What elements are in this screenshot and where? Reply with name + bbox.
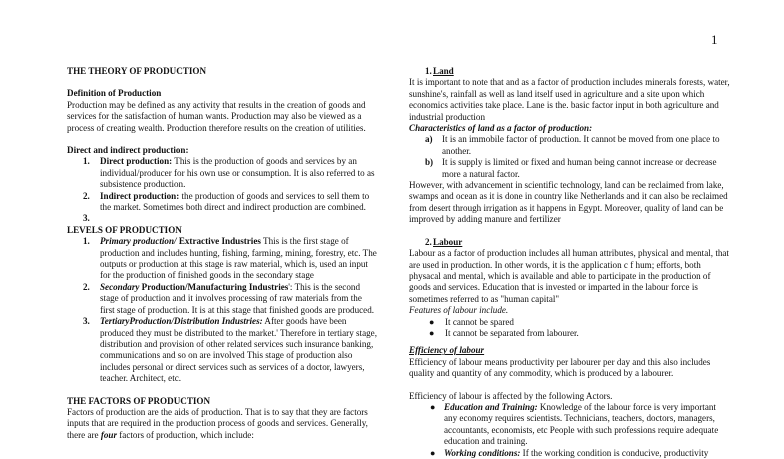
list-item: 1. Direct production: This is the production of goods and services by an individual/producer for his own use or consumption. It is also referred to as subsistence production. xyxy=(83,156,375,190)
labour-features-heading: Features of labour include. xyxy=(409,305,509,316)
list-item: 2. Indirect production: the production of goods and services to sell them to the market. Sometimes both direct and indirect production are combined. xyxy=(83,190,370,213)
list-item: 2. Secondary Production/Manufacturing Industries': This is the second stage of production and it involves processing of raw materials from the first stage of production. It is at this stage that finished goods are produced. xyxy=(83,281,375,315)
direct-indirect-heading: Direct and indirect production: xyxy=(67,145,189,156)
list-item: ● Working conditions: If the working condition is conducive, productivity xyxy=(430,447,709,458)
land-heading: 1. Land xyxy=(425,66,454,76)
labour-heading: 2. Labour xyxy=(425,236,463,247)
list-item: ● It cannot be spared xyxy=(429,316,514,327)
efficiency-affected-text: Efficiency of labour is affected by the following Actors. xyxy=(409,390,613,401)
efficiency-heading: Efficiency of labour xyxy=(409,345,485,356)
right-column xyxy=(409,66,731,459)
list-item: 1. Primary production/ Extractive Industries This is the first stage of production and includes hunting, fishing, farming, mining, forestry, etc. The outputs or production at this stage is raw material, which is, used an input for the production of finished goods in the secondary stage xyxy=(83,236,377,281)
list-item: 3. xyxy=(83,213,90,224)
labour-text: Labour as a factor of production includes all human attributes, physical and mental, that are used in production. In other words, it is the application c f hum; efforts, both physacal and mental, which is available and able to participate in the production of goods and services. Education that is invested or imparted in the labour force is sometimes referred to as "human capital" xyxy=(409,248,729,304)
land-characteristics-heading: Characteristics of land as a factor of production: xyxy=(409,123,593,134)
list-item: a) It is an immobile factor of production. It cannot be moved from one place to another. xyxy=(425,134,720,156)
page-number: 1 xyxy=(711,32,718,47)
list-item: ● Education and Training: Knowledge of the labour force is very important any economy requires scientists. Technicians, teachers, doctors, managers, accountants, economists, etc People with such professions require adequate education and training. xyxy=(430,401,719,447)
levels-heading: LEVELS OF PRODUCTION xyxy=(67,224,182,235)
left-column xyxy=(67,66,377,441)
factors-text: Factors of production are the aids of production. That is to say that they are factors inputs that are required in the production process of goods and services. Generally, there are four factors of production, which include: xyxy=(67,406,368,440)
list-item: b) It is supply is limited or fixed and human being cannot increase or decrease more a natural factor. xyxy=(425,157,717,179)
list-item: ● It cannot be separated from labourer. xyxy=(429,327,579,338)
list-item: 3. TertiaryProduction/Distribution Industries: After goods have been produced they must be distributed to the market.' Therefore in tertiary stage, distribution and provision of other related services such insurance banking, communications and so on are involved This stage of production also includes personal or direct services such as services of a doctor, lawyers, teacher. Architect, etc. xyxy=(83,316,377,384)
factors-heading: THE FACTORS OF PRODUCTION xyxy=(67,395,211,406)
land-text: It is important to note that and as a factor of production includes minerals forests, water, sunshine's, rainfall as well as land itself used in agriculture and a site upon which economics activities take place. Lane is the. basic factor input in both agriculture and industrial production xyxy=(409,77,730,122)
definition-text: Production may be defined as any activity that results in the creation of goods and services for the satisfaction of human wants. Production may also be viewed as a process of creating wealth. Production therefore results on the creation of utilities. xyxy=(67,99,366,133)
definition-heading: Definition of Production xyxy=(67,88,162,99)
doc-title: THE THEORY OF PRODUCTION xyxy=(67,66,207,76)
efficiency-text: Efficiency of labour means productivity per labourer per day and this also includes quality and quantity of any commodity, which is produced by a labourer. xyxy=(409,356,711,379)
land-however-text: However, with advancement in scientific technology, land can be reclaimed from lake, swamps and ocean as it is done in country like Netherlands and it can also be reclaimed from desert through irrigation as it happens in Egypt. Moreover, quality of land can be improved by adding manure and fertilizer xyxy=(409,180,728,225)
